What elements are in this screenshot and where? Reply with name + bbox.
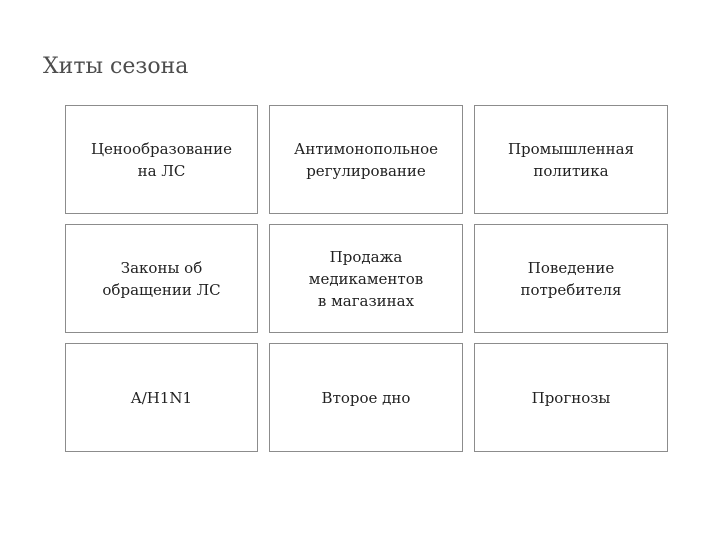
topic-tile-second-bottom[interactable]	[269, 343, 463, 452]
topic-tile-drug-laws[interactable]	[65, 224, 258, 333]
topics-grid	[65, 105, 667, 452]
topic-label: Поведение потребителя	[520, 258, 622, 299]
topic-label: Ценообразование на ЛС	[90, 139, 233, 180]
topic-tile-forecasts[interactable]	[474, 343, 668, 452]
topic-label: Антимонопольное регулирование	[293, 139, 438, 180]
topic-tile-store-sales[interactable]	[269, 224, 463, 333]
topic-tile-antimonopoly[interactable]	[269, 105, 463, 214]
topic-label: Продажа медикаментов в магазинах	[308, 247, 424, 310]
topic-tile-consumer-behavior[interactable]	[474, 224, 668, 333]
topic-label: Законы об обращении ЛС	[102, 258, 221, 299]
topic-label: Промышленная политика	[507, 139, 635, 180]
topic-label: Второе дно	[321, 388, 411, 407]
topic-tile-h1n1[interactable]	[65, 343, 258, 452]
topic-label: Прогнозы	[531, 388, 611, 407]
topic-label: A/H1N1	[130, 388, 193, 407]
page-title: Хиты сезона	[43, 54, 189, 79]
topic-tile-industrial-policy[interactable]	[474, 105, 668, 214]
topic-tile-drug-pricing[interactable]	[65, 105, 258, 214]
